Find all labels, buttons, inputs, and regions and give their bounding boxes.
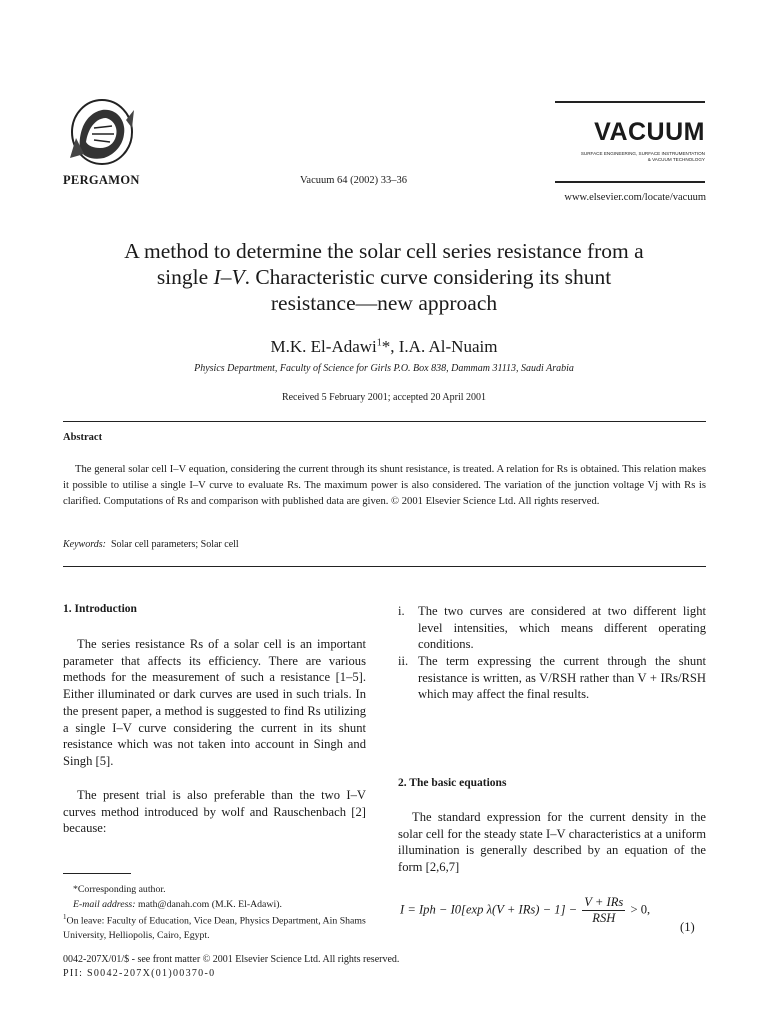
abstract-rule-bottom [63,566,706,567]
journal-subtitle: SURFACE ENGINEERING, SURFACE INSTRUMENTATION & VACUUM TECHNOLOGY [580,151,705,162]
footnote-leave: $^1$On leave: Faculty of Education, Vice Dean, Physics Department, Ain Shams University, Helliopolis, Cairo, Egypt. [63,913,366,942]
equation-1: I = Iph − I0[exp λ(V + IRs) − 1] − $\frac{\text{V + IRs}}{\text{RSH}}$ > 0, [400,895,651,925]
pergamon-logo [66,98,138,168]
footnote-corresponding: *Corresponding author. [73,884,166,895]
list-marker: i. [398,604,405,618]
received-dates: Received 5 February 2001; accepted 20 April 2001 [281,392,487,403]
journal-title: VACUUM [594,118,705,146]
footnote-email: E-mail address: math@danah.com (M.K. El-Adawi). [73,899,282,910]
list-item: ii. The term expressing the current through the shunt resistance is written, as V/RSH rather than V + IRs/RSH which may affect the final results. [398,654,706,702]
section-heading-introduction: 1. Introduction [63,603,137,615]
copyright-line: 0042-207X/01/$ - see front matter © 2001 Elsevier Science Ltd. All rights reserved. [63,954,400,965]
journal-citation: Vacuum 64 (2002) 33–36 [300,175,408,186]
article-authors: M.K. El-Adawi$^1$*, I.A. Al-Nuaim [270,337,498,356]
publisher-name: PERGAMON [63,173,140,187]
equation-number: (1) [680,920,695,934]
list-marker: ii. [398,654,409,668]
equations-paragraph: The standard expression for the current density in the solar cell for the steady state I–V characteristics at a uniform illumination is generally described by an equation of the form [2,6,7] [398,810,706,875]
journal-rule-bottom [555,181,705,183]
abstract-rule-top [63,421,706,422]
journal-rule-top [555,101,705,103]
list-item: i. The two curves are considered at two different light level intensities, which means different operating conditions. [398,604,706,652]
abstract-text: The general solar cell I–V equation, considering the current through its shunt resistance, is treated. A relation for Rs is obtained. This relation makes it possible to utilise a single I–V curve to evaluate Rs. The maximum power is also considered. The variation of the junction voltage Vj with Rs is clarified. Computations of Rs and comparison with published data are given. © 2001 Elsevier Science Ltd. All rights reserved. [63,464,706,507]
intro-paragraph-2: The present trial is also preferable than the two I–V curves method introduced by wolf and Rauschenbach [2] because: [63,788,366,836]
intro-paragraph-1: The series resistance Rs of a solar cell is an important parameter that affects its efficiency. There are various methods for the measurement of such a resistance [1–5]. Either illuminated or dark curves are used in such trials. In the present paper, a method is suggested to find Rs utilizing a single I–V curve considering the current in its shunt resistance which was not taken into account in Singh and Singh [5]. [63,637,366,768]
keywords: Keywords: Solar cell parameters; Solar cell [63,539,239,550]
author-affiliation: Physics Department, Faculty of Science for Girls P.O. Box 838, Dammam 31113, Saudi Arabia [194,363,574,374]
journal-url[interactable]: www.elsevier.com/locate/vacuum [564,192,706,203]
pii-line: PII: S0042-207X(01)00370-0 [63,968,216,979]
abstract-heading: Abstract [63,432,103,443]
article-title: A method to determine the solar cell series resistance from a single I–V. Characteristic curve considering its shunt resistance—new approach [124,239,644,315]
section-heading-basic-equations: 2. The basic equations [398,777,507,789]
footnote-rule [63,873,131,874]
